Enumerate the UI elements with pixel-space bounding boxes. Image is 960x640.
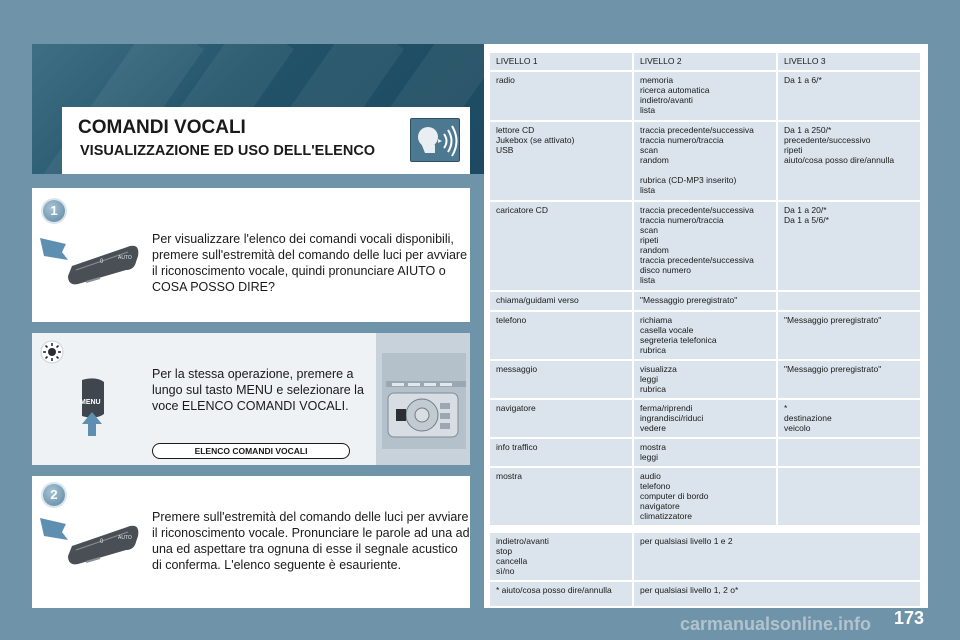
header-level-1: LIVELLO 1 xyxy=(490,53,632,70)
level-3-cell: * destinazione veicolo xyxy=(776,400,920,437)
svg-text:MENU: MENU xyxy=(80,399,101,406)
table-footer-row xyxy=(490,533,920,580)
menu-item-label: ELENCO COMANDI VOCALI xyxy=(152,443,350,459)
level-2-cell: memoria ricerca automatica indietro/avanti lista xyxy=(632,72,776,120)
table-row xyxy=(490,361,920,398)
table-row xyxy=(490,312,920,359)
level-1-cell: mostra xyxy=(490,468,632,525)
level-1-cell: caricatore CD xyxy=(490,202,632,290)
light-stalk-image xyxy=(38,226,142,306)
table-gap xyxy=(490,527,920,531)
svg-text:0: 0 xyxy=(100,539,104,545)
footer-command-cell: * aiuto/cosa posso dire/annulla xyxy=(490,582,632,606)
watermark: carmanualsonline.info xyxy=(680,614,872,634)
light-stalk-image-2 xyxy=(38,506,142,586)
level-1-cell: info traffico xyxy=(490,439,632,466)
table-header-row xyxy=(490,53,920,70)
page-title: COMANDI VOCALI xyxy=(78,117,246,138)
level-3-cell: Da 1 a 20/* Da 1 a 5/6/* xyxy=(776,202,920,290)
menu-console-image xyxy=(376,333,470,465)
table-footer-row xyxy=(490,582,920,606)
step1-instruction: Per visualizzare l'elenco dei comandi vocali disponibili, premere sull'estremità del comando delle luci per avviare il riconoscimento vocale, quindi pronunciare AIUTO o COSA POSSO DIRE? xyxy=(152,232,468,294)
table-row xyxy=(490,202,920,290)
step2-instruction: Premere sull'estremità del comando delle luci per avviare il riconoscimento vocale. Pronunciare le parole ad una ad una ed aspettare tra ognuna di esse il segnale acustico di conferma. L'elenco seguente è esauriente. xyxy=(152,510,470,572)
level-1-cell: telefono xyxy=(490,312,632,359)
voice-command-icon xyxy=(410,118,460,162)
footer-command-cell: indietro/avanti stop cancella sì/no xyxy=(490,533,632,580)
svg-text:AUTO: AUTO xyxy=(118,255,132,261)
level-2-cell: "Messaggio preregistrato" xyxy=(632,292,776,310)
level-1-cell: messaggio xyxy=(490,361,632,398)
level-3-cell: Da 1 a 6/* xyxy=(776,72,920,120)
page-number: 173 xyxy=(894,608,925,628)
svg-text:0: 0 xyxy=(100,259,104,265)
footer-scope-cell: per qualsiasi livello 1, 2 o* xyxy=(632,582,920,606)
header-level-2: LIVELLO 2 xyxy=(632,53,776,70)
voice-command-table xyxy=(490,51,920,608)
table-gap-cell xyxy=(490,527,920,531)
level-3-cell: "Messaggio preregistrato" xyxy=(776,361,920,398)
level-1-cell: navigatore xyxy=(490,400,632,437)
level-2-cell: mostra leggi xyxy=(632,439,776,466)
level-2-cell: traccia precedente/successiva traccia numero/traccia scan random rubrica (CD-MP3 inserito) lista xyxy=(632,122,776,200)
svg-text:AUTO: AUTO xyxy=(118,535,132,541)
table-row xyxy=(490,292,920,310)
tip-instruction: Per la stessa operazione, premere a lungo sul tasto MENU e selezionare la voce ELENCO COMANDI VOCALI. xyxy=(152,367,364,413)
header-level-3: LIVELLO 3 xyxy=(776,53,920,70)
table-row xyxy=(490,122,920,200)
level-1-cell: radio xyxy=(490,72,632,120)
level-3-cell xyxy=(776,468,920,525)
level-2-cell: ferma/riprendi ingrandisci/riduci vedere xyxy=(632,400,776,437)
level-1-cell: lettore CD Jukebox (se attivato) USB xyxy=(490,122,632,200)
table-row xyxy=(490,468,920,525)
level-3-cell: Da 1 a 250/* precedente/successivo ripeti aiuto/cosa posso dire/annulla xyxy=(776,122,920,200)
step2-badge: 2 xyxy=(43,484,65,506)
table-row xyxy=(490,400,920,437)
footer-scope-cell: per qualsiasi livello 1 e 2 xyxy=(632,533,920,580)
level-2-cell: richiama casella vocale segreteria telefonica rubrica xyxy=(632,312,776,359)
table-row xyxy=(490,439,920,466)
table-row xyxy=(490,72,920,120)
level-2-cell: visualizza leggi rubrica xyxy=(632,361,776,398)
level-3-cell xyxy=(776,292,920,310)
menu-key-image xyxy=(76,374,110,438)
level-1-cell: chiama/guidami verso xyxy=(490,292,632,310)
level-2-cell: audio telefono computer di bordo navigatore climatizzatore xyxy=(632,468,776,525)
page-subtitle: VISUALIZZAZIONE ED USO DELL'ELENCO xyxy=(80,143,376,159)
step1-badge: 1 xyxy=(43,200,65,222)
level-3-cell: "Messaggio preregistrato" xyxy=(776,312,920,359)
level-3-cell xyxy=(776,439,920,466)
sun-tip-icon xyxy=(40,340,64,364)
level-2-cell: traccia precedente/successiva traccia numero/traccia scan ripeti random traccia precedente/successiva disco numero lista xyxy=(632,202,776,290)
